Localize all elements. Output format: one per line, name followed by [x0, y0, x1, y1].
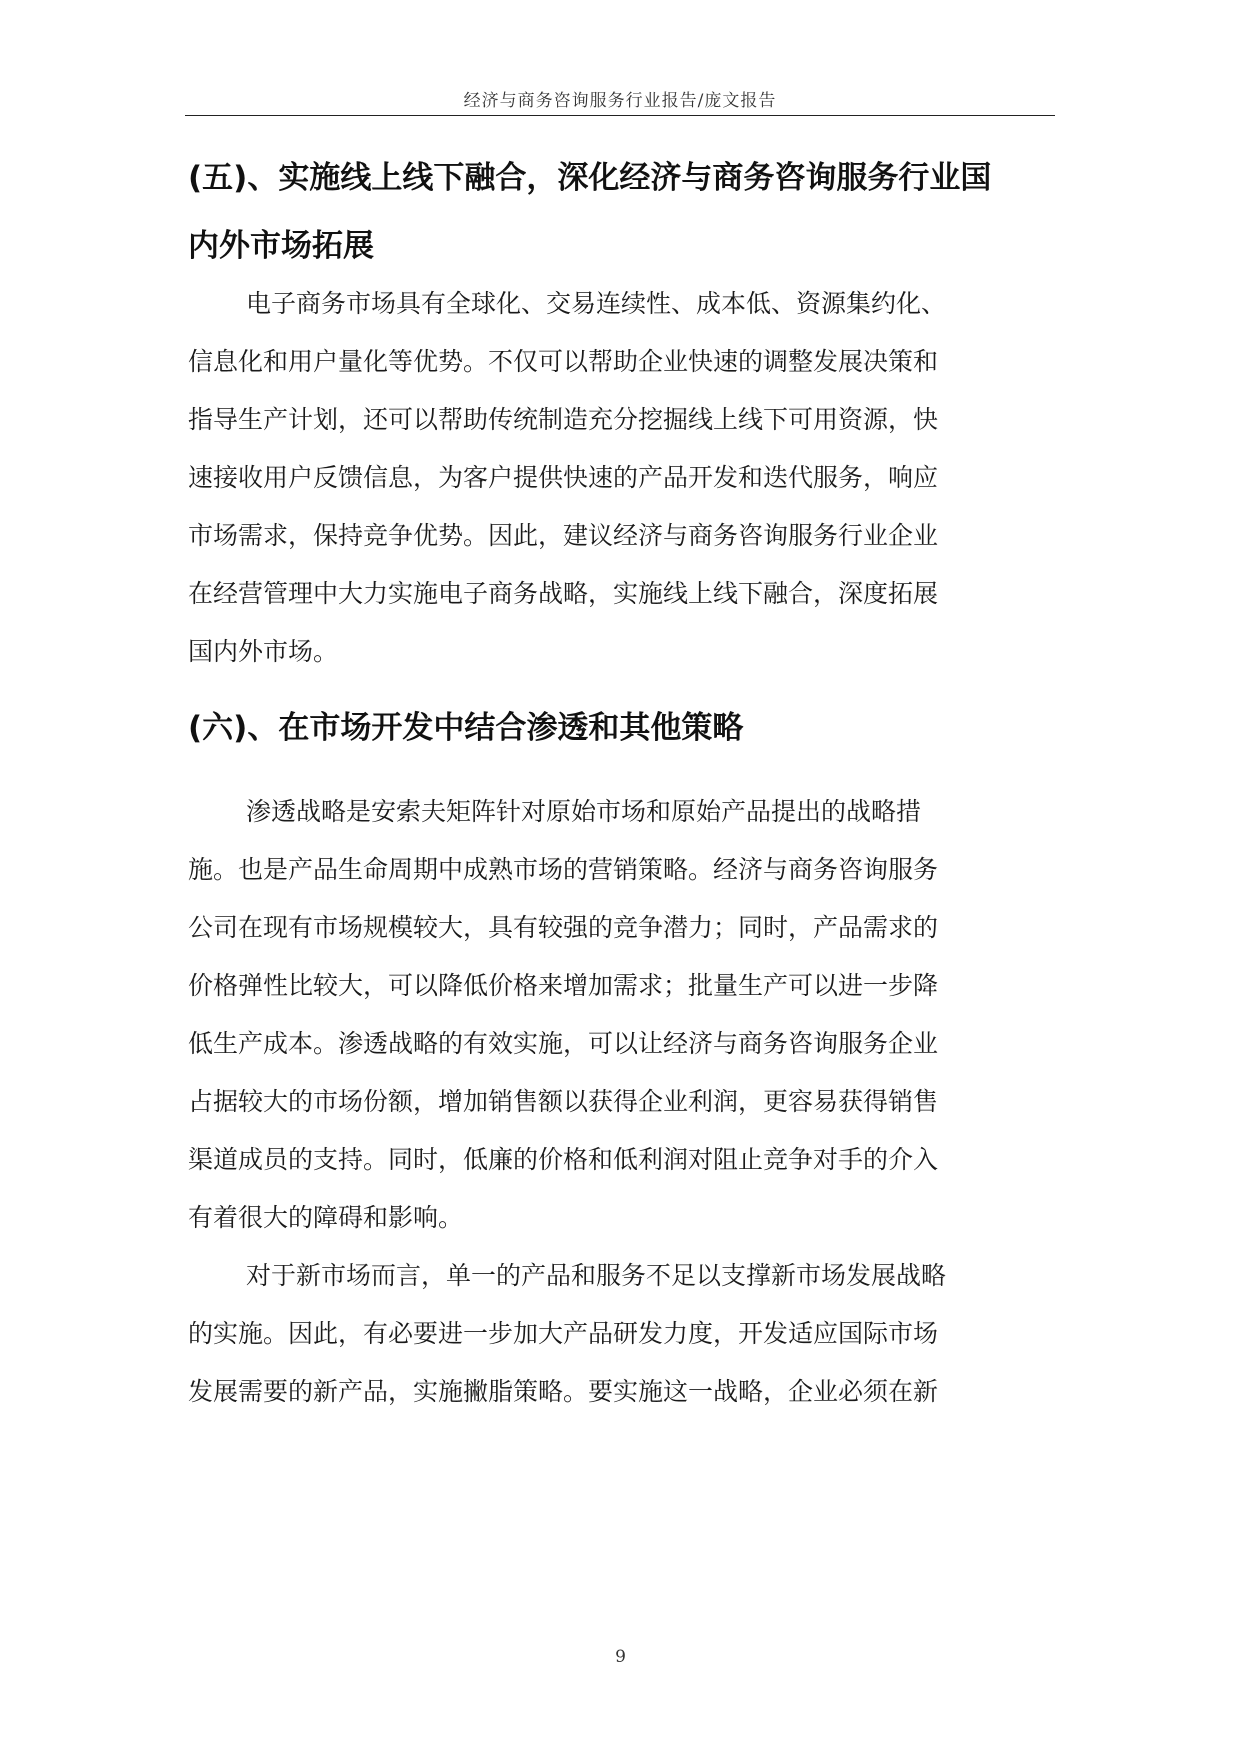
- paragraph-line: 的实施。因此，有必要进一步加大产品研发力度，开发适应国际市场: [188, 1319, 939, 1348]
- paragraph-line: 指导生产计划，还可以帮助传统制造充分挖掘线上线下可用资源，快: [188, 405, 939, 434]
- paragraph-line: 国内外市场。: [188, 637, 339, 666]
- heading-line: 内外市场拓展: [188, 228, 374, 264]
- paragraph-line: 价格弹性比较大，可以降低价格来增加需求；批量生产可以进一步降: [188, 971, 939, 1000]
- paragraph-line: 渠道成员的支持。同时，低廉的价格和低利润对阻止竞争对手的介入: [188, 1145, 939, 1174]
- paragraph-line: 市场需求，保持竞争优势。因此，建议经济与商务咨询服务行业企业: [188, 521, 939, 550]
- heading-line: (六)、在市场开发中结合渗透和其他策略: [188, 710, 744, 746]
- paragraph-line: 速接收用户反馈信息，为客户提供快速的产品开发和迭代服务，响应: [188, 463, 939, 492]
- paragraph-line: 公司在现有市场规模较大，具有较强的竞争潜力；同时，产品需求的: [188, 913, 939, 942]
- header-rule: [185, 115, 1055, 116]
- paragraph-line: 信息化和用户量化等优势。不仅可以帮助企业快速的调整发展决策和: [188, 347, 939, 376]
- paragraph-line: 施。也是产品生命周期中成熟市场的营销策略。经济与商务咨询服务: [188, 855, 939, 884]
- section-heading-5: [188, 144, 991, 280]
- heading-line: (五)、实施线上线下融合，深化经济与商务咨询服务行业国: [188, 160, 992, 196]
- paragraph-line: 有着很大的障碍和影响。: [188, 1203, 464, 1232]
- running-header: 经济与商务咨询服务行业报告/庞文报告: [463, 91, 777, 111]
- page-number: 9: [615, 1647, 626, 1667]
- paragraph-line: 对于新市场而言，单一的产品和服务不足以支撑新市场发展战略: [246, 1261, 947, 1290]
- section-heading-6: [188, 694, 743, 762]
- paragraph-line: 电子商务市场具有全球化、交易连续性、成本低、资源集约化、: [246, 289, 947, 318]
- paragraph-line: 占据较大的市场份额，增加销售额以获得企业利润，更容易获得销售: [188, 1087, 939, 1116]
- paragraph-line: 在经营管理中大力实施电子商务战略，实施线上线下融合，深度拓展: [188, 579, 939, 608]
- paragraph-line: 渗透战略是安索夫矩阵针对原始市场和原始产品提出的战略措: [246, 797, 922, 826]
- paragraph-line: 低生产成本。渗透战略的有效实施，可以让经济与商务咨询服务企业: [188, 1029, 939, 1058]
- paragraph-line: 发展需要的新产品，实施撇脂策略。要实施这一战略，企业必须在新: [188, 1377, 939, 1406]
